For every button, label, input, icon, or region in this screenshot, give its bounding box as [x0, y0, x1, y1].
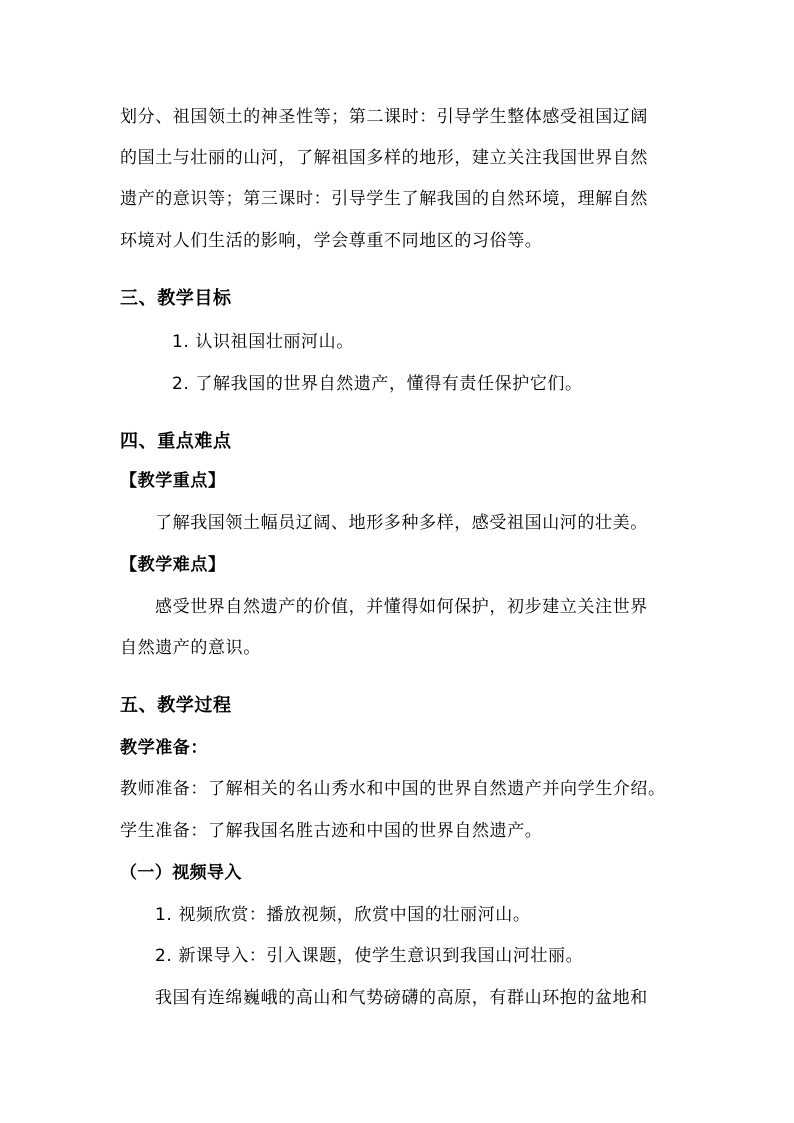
- difficult-point-label: 【教学难点】: [120, 555, 226, 575]
- part-1-item-2: 2. 新课导入：引入课题，使学生意识到我国山河壮丽。: [155, 946, 584, 966]
- teacher-prep: 教师准备：了解相关的名山秀水和中国的世界自然遗产并向学生介绍。: [120, 779, 666, 799]
- prep-label: 教学准备：: [120, 738, 208, 758]
- objective-item-1: 1. 认识祖国壮丽河山。: [172, 332, 354, 352]
- objective-item-2: 2. 了解我国的世界自然遗产，懂得有责任保护它们。: [172, 374, 583, 394]
- part-1-item-1: 1. 视频欣赏：播放视频，欣赏中国的壮丽河山。: [155, 905, 531, 925]
- part-1-heading: （一）视频导入: [120, 863, 242, 883]
- intro-line-1: 划分、祖国领土的神圣性等；第二课时：引导学生整体感受祖国辽阔: [120, 107, 648, 127]
- intro-line-2: 的国土与壮丽的山河，了解祖国多样的地形，建立关注我国世界自然: [120, 148, 648, 168]
- section-3-heading: 三、教学目标: [120, 288, 232, 309]
- difficult-point-line-1: 感受世界自然遗产的价值，并懂得如何保护，初步建立关注世界: [155, 597, 648, 617]
- part-1-text: 我国有连绵巍峨的高山和气势磅礴的高原，有群山环抱的盆地和: [155, 988, 648, 1008]
- section-4-heading: 四、重点难点: [120, 431, 232, 452]
- key-point-text: 了解我国领土幅员辽阔、地形多种多样，感受祖国山河的壮美。: [155, 513, 648, 533]
- intro-line-3: 遗产的意识等；第三课时：引导学生了解我国的自然环境，理解自然: [120, 189, 648, 209]
- key-point-label: 【教学重点】: [120, 471, 226, 491]
- student-prep: 学生准备：了解我国名胜古迹和中国的世界自然遗产。: [120, 821, 543, 841]
- section-5-heading: 五、教学过程: [120, 695, 232, 716]
- intro-line-4: 环境对人们生活的影响，学会尊重不同地区的习俗等。: [120, 231, 543, 251]
- difficult-point-line-2: 自然遗产的意识。: [120, 638, 261, 658]
